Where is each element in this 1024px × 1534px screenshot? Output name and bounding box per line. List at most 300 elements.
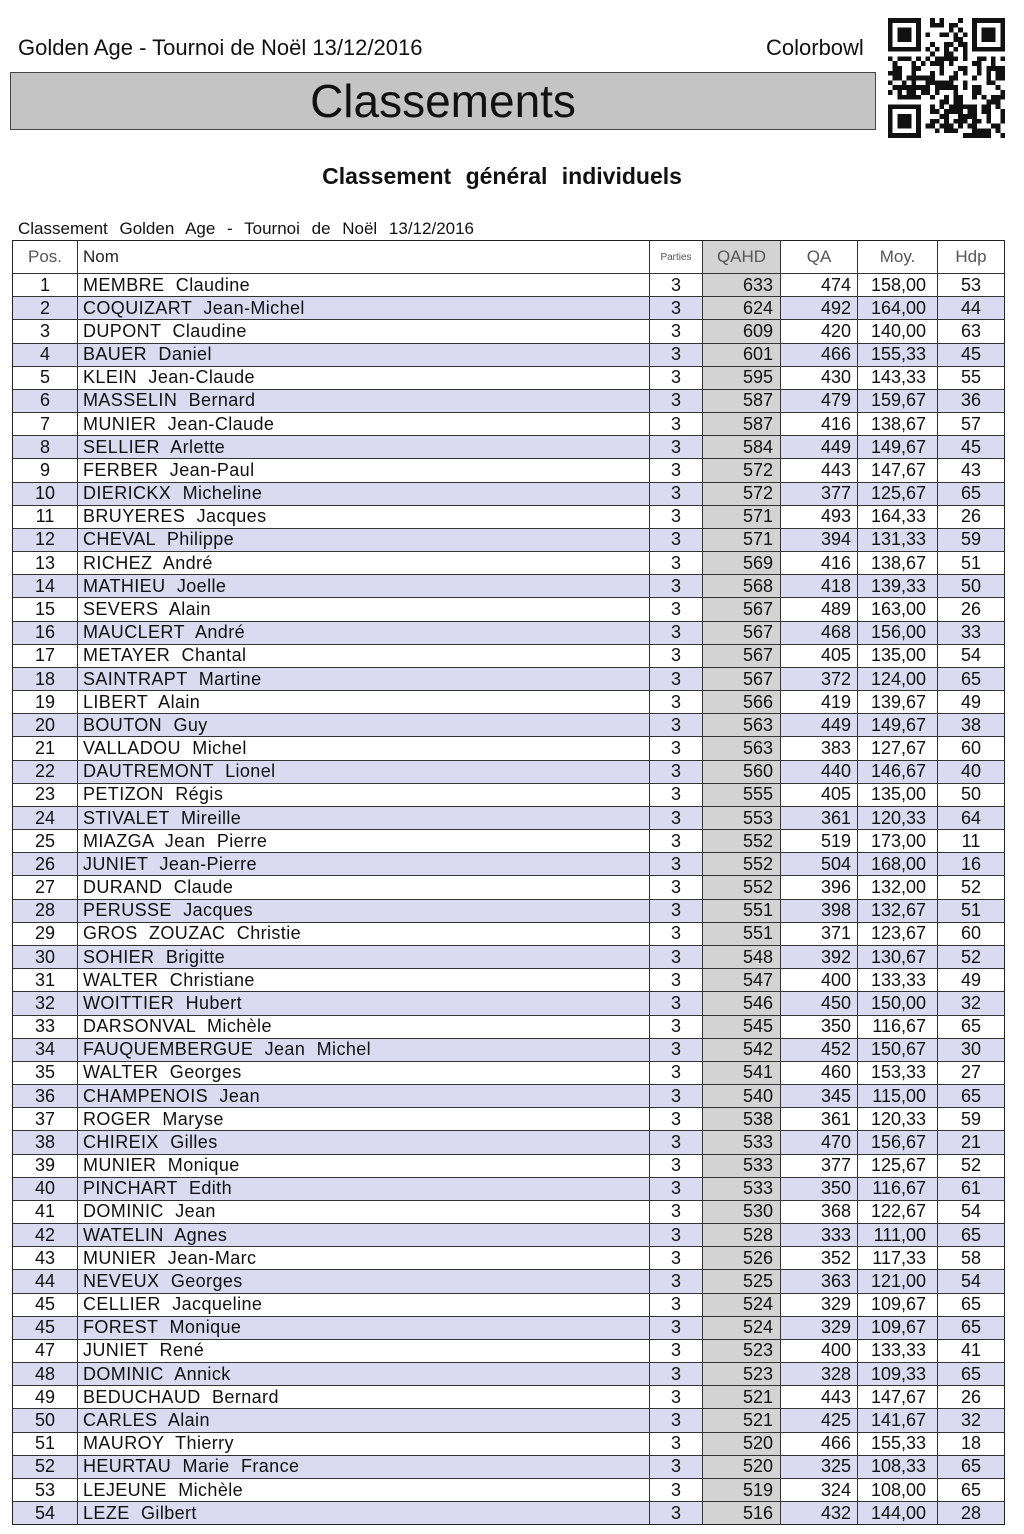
table-row — [13, 1246, 1004, 1269]
cell-parties: 3 — [649, 367, 702, 389]
cell-nom: MEMBRE Claudine — [77, 274, 649, 296]
cell-pos: 51 — [34, 1433, 56, 1454]
cell-moy: 125,67 — [857, 483, 937, 505]
cell-parties: 3 — [649, 1062, 702, 1084]
cell-hdp: 11 — [937, 830, 1004, 852]
cell-pos: 29 — [34, 923, 56, 944]
cell-pos: 11 — [35, 506, 55, 527]
cell-qahd: 595 — [702, 367, 780, 389]
cell-hdp: 26 — [937, 1386, 1004, 1408]
table-row — [13, 1362, 1004, 1385]
cell-pos: 45 — [34, 1294, 56, 1315]
cell-qa: 377 — [780, 1155, 857, 1177]
cell-qahd: 568 — [702, 575, 780, 597]
cell-moy: 108,33 — [857, 1456, 937, 1478]
table-row — [13, 621, 1004, 644]
cell-hdp: 61 — [937, 1178, 1004, 1200]
cell-hdp: 54 — [937, 1201, 1004, 1223]
cell-moy: 163,00 — [857, 598, 937, 620]
cell-hdp: 52 — [937, 876, 1004, 898]
cell-hdp: 65 — [937, 1479, 1004, 1501]
cell-qahd: 551 — [702, 900, 780, 922]
cell-moy: 116,67 — [857, 1178, 937, 1200]
cell-qa: 372 — [780, 668, 857, 690]
table-row — [13, 412, 1004, 435]
cell-parties: 3 — [649, 1270, 702, 1292]
cell-pos: 5 — [39, 367, 50, 388]
cell-nom: CARLES Alain — [77, 1409, 649, 1431]
table-row — [13, 1107, 1004, 1130]
cell-qahd: 567 — [702, 598, 780, 620]
cell-qa: 493 — [780, 506, 857, 528]
cell-pos: 32 — [34, 992, 56, 1013]
cell-qa: 405 — [780, 784, 857, 806]
cell-pos: 53 — [34, 1479, 56, 1500]
cell-qahd: 524 — [702, 1294, 780, 1316]
cell-qa: 489 — [780, 598, 857, 620]
cell-pos: 20 — [34, 714, 56, 735]
cell-nom: DOMINIC Annick — [77, 1363, 649, 1385]
table-row — [13, 736, 1004, 759]
cell-moy: 158,00 — [857, 274, 937, 296]
table-row — [13, 968, 1004, 991]
cell-qahd: 555 — [702, 784, 780, 806]
cell-qa: 377 — [780, 483, 857, 505]
table-row — [13, 1432, 1004, 1455]
cell-pos: 4 — [39, 344, 50, 365]
title-banner — [10, 72, 876, 130]
cell-moy: 120,33 — [857, 1108, 937, 1130]
cell-parties: 3 — [649, 900, 702, 922]
cell-moy: 130,67 — [857, 946, 937, 968]
cell-moy: 109,67 — [857, 1317, 937, 1339]
cell-moy: 125,67 — [857, 1155, 937, 1177]
cell-pos: 9 — [39, 459, 50, 480]
cell-parties: 3 — [649, 1155, 702, 1177]
cell-moy: 139,67 — [857, 691, 937, 713]
cell-parties: 3 — [649, 1409, 702, 1431]
table-row — [13, 366, 1004, 389]
cell-nom: LEZE Gilbert — [77, 1502, 649, 1524]
cell-qahd: 541 — [702, 1062, 780, 1084]
cell-nom: CHIREIX Gilles — [77, 1131, 649, 1153]
table-row — [13, 1223, 1004, 1246]
cell-hdp: 45 — [937, 344, 1004, 366]
cell-parties: 3 — [649, 1317, 702, 1339]
cell-qa: 430 — [780, 367, 857, 389]
cell-pos: 35 — [34, 1062, 56, 1083]
cell-moy: 109,33 — [857, 1363, 937, 1385]
cell-qa: 400 — [780, 969, 857, 991]
cell-pos: 13 — [34, 552, 56, 573]
cell-qa: 345 — [780, 1085, 857, 1107]
cell-moy: 127,67 — [857, 737, 937, 759]
cell-parties: 3 — [649, 737, 702, 759]
cell-pos: 44 — [34, 1270, 56, 1291]
cell-qahd: 563 — [702, 714, 780, 736]
cell-qa: 361 — [780, 1108, 857, 1130]
table-row — [13, 1478, 1004, 1501]
cell-hdp: 53 — [937, 274, 1004, 296]
cell-parties: 3 — [649, 1039, 702, 1061]
cell-pos: 17 — [34, 645, 56, 666]
col-header-parties: Parties — [649, 241, 702, 273]
cell-pos: 43 — [34, 1247, 56, 1268]
cell-nom: MIAZGA Jean Pierre — [77, 830, 649, 852]
cell-moy: 149,67 — [857, 436, 937, 458]
cell-qa: 329 — [780, 1294, 857, 1316]
cell-qahd: 567 — [702, 645, 780, 667]
cell-moy: 116,67 — [857, 1016, 937, 1038]
cell-qa: 333 — [780, 1224, 857, 1246]
table-row — [13, 574, 1004, 597]
cell-pos: 28 — [34, 900, 56, 921]
cell-nom: MAUCLERT André — [77, 622, 649, 644]
cell-nom: BEDUCHAUD Bernard — [77, 1386, 649, 1408]
table-row — [13, 1154, 1004, 1177]
cell-parties: 3 — [649, 1386, 702, 1408]
cell-parties: 3 — [649, 320, 702, 342]
cell-parties: 3 — [649, 1016, 702, 1038]
cell-pos: 49 — [34, 1386, 56, 1407]
cell-parties: 3 — [649, 784, 702, 806]
cell-nom: PINCHART Edith — [77, 1178, 649, 1200]
cell-moy: 111,00 — [857, 1224, 937, 1246]
cell-moy: 146,67 — [857, 761, 937, 783]
cell-nom: STIVALET Mireille — [77, 807, 649, 829]
cell-moy: 140,00 — [857, 320, 937, 342]
col-header-hdp: Hdp — [937, 241, 1004, 273]
table-row — [13, 482, 1004, 505]
cell-nom: MATHIEU Joelle — [77, 575, 649, 597]
cell-nom: FOREST Monique — [77, 1317, 649, 1339]
cell-nom: DIERICKX Micheline — [77, 483, 649, 505]
cell-nom: SOHIER Brigitte — [77, 946, 649, 968]
cell-parties: 3 — [649, 1363, 702, 1385]
cell-nom: FAUQUEMBERGUE Jean Michel — [77, 1039, 649, 1061]
cell-pos: 14 — [34, 575, 56, 596]
cell-parties: 3 — [649, 1433, 702, 1455]
cell-qa: 392 — [780, 946, 857, 968]
cell-parties: 3 — [649, 992, 702, 1014]
cell-qahd: 572 — [702, 483, 780, 505]
cell-qa: 418 — [780, 575, 857, 597]
cell-hdp: 60 — [937, 923, 1004, 945]
cell-parties: 3 — [649, 1294, 702, 1316]
cell-hdp: 28 — [937, 1502, 1004, 1524]
table-row — [13, 760, 1004, 783]
cell-pos: 12 — [34, 529, 56, 550]
cell-hdp: 51 — [937, 552, 1004, 574]
cell-hdp: 40 — [937, 761, 1004, 783]
cell-pos: 45 — [34, 1317, 56, 1338]
col-header-moy: Moy. — [857, 241, 937, 273]
cell-moy: 115,00 — [857, 1085, 937, 1107]
cell-nom: PETIZON Régis — [77, 784, 649, 806]
cell-parties: 3 — [649, 853, 702, 875]
cell-pos: 23 — [34, 784, 56, 805]
cell-nom: SAINTRAPT Martine — [77, 668, 649, 690]
cell-qahd: 521 — [702, 1409, 780, 1431]
cell-hdp: 63 — [937, 320, 1004, 342]
cell-qahd: 571 — [702, 506, 780, 528]
cell-nom: DAUTREMONT Lionel — [77, 761, 649, 783]
cell-nom: SEVERS Alain — [77, 598, 649, 620]
cell-moy: 155,33 — [857, 1433, 937, 1455]
cell-nom: WOITTIER Hubert — [77, 992, 649, 1014]
cell-nom: MUNIER Monique — [77, 1155, 649, 1177]
cell-qahd: 587 — [702, 413, 780, 435]
cell-nom: RICHEZ André — [77, 552, 649, 574]
cell-nom: COQUIZART Jean-Michel — [77, 297, 649, 319]
cell-hdp: 55 — [937, 367, 1004, 389]
table-row — [13, 273, 1004, 296]
cell-nom: CELLIER Jacqueline — [77, 1294, 649, 1316]
cell-pos: 3 — [39, 320, 50, 341]
table-row — [13, 1130, 1004, 1153]
cell-moy: 109,67 — [857, 1294, 937, 1316]
cell-parties: 3 — [649, 506, 702, 528]
cell-qahd: 523 — [702, 1340, 780, 1362]
cell-parties: 3 — [649, 876, 702, 898]
cell-qa: 470 — [780, 1131, 857, 1153]
table-header-row — [13, 241, 1004, 273]
cell-qa: 519 — [780, 830, 857, 852]
qr-code — [888, 18, 1005, 138]
cell-moy: 131,33 — [857, 529, 937, 551]
cell-pos: 48 — [34, 1363, 56, 1384]
cell-qa: 394 — [780, 529, 857, 551]
cell-qa: 443 — [780, 459, 857, 481]
cell-nom: SELLIER Arlette — [77, 436, 649, 458]
cell-parties: 3 — [649, 598, 702, 620]
cell-parties: 3 — [649, 552, 702, 574]
cell-qa: 361 — [780, 807, 857, 829]
cell-moy: 149,67 — [857, 714, 937, 736]
cell-qa: 449 — [780, 436, 857, 458]
cell-nom: VALLADOU Michel — [77, 737, 649, 759]
cell-nom: MASSELIN Bernard — [77, 390, 649, 412]
cell-nom: JUNIET René — [77, 1340, 649, 1362]
cell-pos: 52 — [34, 1456, 56, 1477]
cell-qahd: 520 — [702, 1433, 780, 1455]
cell-hdp: 65 — [937, 668, 1004, 690]
cell-parties: 3 — [649, 575, 702, 597]
cell-hdp: 59 — [937, 1108, 1004, 1130]
cell-moy: 132,00 — [857, 876, 937, 898]
cell-parties: 3 — [649, 1456, 702, 1478]
cell-moy: 121,00 — [857, 1270, 937, 1292]
cell-pos: 15 — [34, 598, 56, 619]
cell-moy: 117,33 — [857, 1247, 937, 1269]
table-row — [13, 458, 1004, 481]
cell-qahd: 526 — [702, 1247, 780, 1269]
cell-hdp: 65 — [937, 483, 1004, 505]
table-row — [13, 1038, 1004, 1061]
cell-moy: 135,00 — [857, 784, 937, 806]
cell-parties: 3 — [649, 946, 702, 968]
cell-hdp: 26 — [937, 598, 1004, 620]
cell-parties: 3 — [649, 807, 702, 829]
cell-qa: 400 — [780, 1340, 857, 1362]
cell-qahd: 533 — [702, 1155, 780, 1177]
cell-parties: 3 — [649, 1085, 702, 1107]
cell-parties: 3 — [649, 1224, 702, 1246]
cell-qa: 432 — [780, 1502, 857, 1524]
cell-moy: 159,67 — [857, 390, 937, 412]
cell-hdp: 49 — [937, 691, 1004, 713]
cell-parties: 3 — [649, 1178, 702, 1200]
table-row — [13, 1177, 1004, 1200]
cell-nom: BAUER Daniel — [77, 344, 649, 366]
cell-nom: DUPONT Claudine — [77, 320, 649, 342]
cell-qahd: 552 — [702, 830, 780, 852]
cell-pos: 40 — [34, 1178, 56, 1199]
cell-nom: WALTER Georges — [77, 1062, 649, 1084]
cell-pos: 24 — [34, 807, 56, 828]
table-row — [13, 899, 1004, 922]
cell-hdp: 45 — [937, 436, 1004, 458]
cell-hdp: 58 — [937, 1247, 1004, 1269]
cell-nom: ROGER Maryse — [77, 1108, 649, 1130]
cell-hdp: 65 — [937, 1224, 1004, 1246]
cell-pos: 41 — [34, 1201, 56, 1222]
cell-nom: CHEVAL Philippe — [77, 529, 649, 551]
cell-hdp: 65 — [937, 1294, 1004, 1316]
cell-qahd: 545 — [702, 1016, 780, 1038]
cell-moy: 155,33 — [857, 344, 937, 366]
cell-nom: MAUROY Thierry — [77, 1433, 649, 1455]
cell-pos: 19 — [34, 691, 56, 712]
cell-qahd: 633 — [702, 274, 780, 296]
cell-nom: LIBERT Alain — [77, 691, 649, 713]
table-row — [13, 690, 1004, 713]
cell-qahd: 587 — [702, 390, 780, 412]
cell-qa: 443 — [780, 1386, 857, 1408]
cell-qahd: 546 — [702, 992, 780, 1014]
table-row — [13, 505, 1004, 528]
cell-parties: 3 — [649, 274, 702, 296]
cell-parties: 3 — [649, 622, 702, 644]
table-row — [13, 1501, 1004, 1524]
cell-hdp: 49 — [937, 969, 1004, 991]
cell-hdp: 65 — [937, 1085, 1004, 1107]
cell-qahd: 569 — [702, 552, 780, 574]
cell-moy: 122,67 — [857, 1201, 937, 1223]
cell-qahd: 528 — [702, 1224, 780, 1246]
cell-moy: 164,33 — [857, 506, 937, 528]
table-row — [13, 551, 1004, 574]
col-header-pos: Pos. — [27, 247, 63, 266]
table-row — [13, 1339, 1004, 1362]
cell-hdp: 16 — [937, 853, 1004, 875]
cell-qahd: 542 — [702, 1039, 780, 1061]
cell-parties: 3 — [649, 761, 702, 783]
cell-parties: 3 — [649, 969, 702, 991]
table-row — [13, 922, 1004, 945]
cell-qahd: 524 — [702, 1317, 780, 1339]
cell-pos: 26 — [34, 853, 56, 874]
table-row — [13, 1269, 1004, 1292]
cell-nom: PERUSSE Jacques — [77, 900, 649, 922]
cell-moy: 156,00 — [857, 622, 937, 644]
cell-moy: 147,67 — [857, 1386, 937, 1408]
table-row — [13, 1293, 1004, 1316]
cell-qahd: 552 — [702, 853, 780, 875]
cell-nom: HEURTAU Marie France — [77, 1456, 649, 1478]
cell-qa: 350 — [780, 1016, 857, 1038]
cell-parties: 3 — [649, 691, 702, 713]
cell-hdp: 50 — [937, 784, 1004, 806]
cell-moy: 124,00 — [857, 668, 937, 690]
table-row — [13, 435, 1004, 458]
cell-qahd: 567 — [702, 668, 780, 690]
cell-pos: 10 — [34, 483, 56, 504]
cell-qa: 396 — [780, 876, 857, 898]
cell-moy: 133,33 — [857, 969, 937, 991]
cell-qa: 468 — [780, 622, 857, 644]
table-row — [13, 319, 1004, 342]
cell-pos: 21 — [34, 738, 56, 759]
cell-parties: 3 — [649, 529, 702, 551]
cell-qa: 324 — [780, 1479, 857, 1501]
cell-hdp: 65 — [937, 1363, 1004, 1385]
cell-qa: 504 — [780, 853, 857, 875]
table-row — [13, 1316, 1004, 1339]
cell-pos: 25 — [34, 830, 56, 851]
cell-hdp: 33 — [937, 622, 1004, 644]
cell-parties: 3 — [649, 1108, 702, 1130]
cell-moy: 133,33 — [857, 1340, 937, 1362]
cell-pos: 2 — [39, 297, 50, 318]
cell-pos: 18 — [34, 668, 56, 689]
cell-nom: BOUTON Guy — [77, 714, 649, 736]
cell-hdp: 32 — [937, 1409, 1004, 1431]
cell-pos: 31 — [34, 969, 56, 990]
cell-pos: 54 — [34, 1502, 56, 1523]
cell-pos: 16 — [34, 622, 56, 643]
cell-qa: 419 — [780, 691, 857, 713]
cell-qa: 368 — [780, 1201, 857, 1223]
cell-qahd: 525 — [702, 1270, 780, 1292]
cell-hdp: 43 — [937, 459, 1004, 481]
cell-qahd: 551 — [702, 923, 780, 945]
cell-qa: 325 — [780, 1456, 857, 1478]
cell-pos: 8 — [39, 436, 50, 457]
cell-hdp: 38 — [937, 714, 1004, 736]
cell-nom: JUNIET Jean-Pierre — [77, 853, 649, 875]
cell-parties: 3 — [649, 483, 702, 505]
cell-moy: 139,33 — [857, 575, 937, 597]
cell-qahd: 553 — [702, 807, 780, 829]
cell-pos: 30 — [34, 946, 56, 967]
table-row — [13, 1200, 1004, 1223]
cell-hdp: 26 — [937, 506, 1004, 528]
cell-hdp: 36 — [937, 390, 1004, 412]
cell-pos: 7 — [39, 413, 50, 434]
cell-parties: 3 — [649, 1479, 702, 1501]
table-row — [13, 875, 1004, 898]
cell-qahd: 533 — [702, 1178, 780, 1200]
cell-parties: 3 — [649, 413, 702, 435]
cell-qahd: 624 — [702, 297, 780, 319]
cell-parties: 3 — [649, 1340, 702, 1362]
cell-pos: 42 — [34, 1224, 56, 1245]
cell-parties: 3 — [649, 1502, 702, 1524]
cell-hdp: 60 — [937, 737, 1004, 759]
cell-qa: 398 — [780, 900, 857, 922]
cell-moy: 141,67 — [857, 1409, 937, 1431]
